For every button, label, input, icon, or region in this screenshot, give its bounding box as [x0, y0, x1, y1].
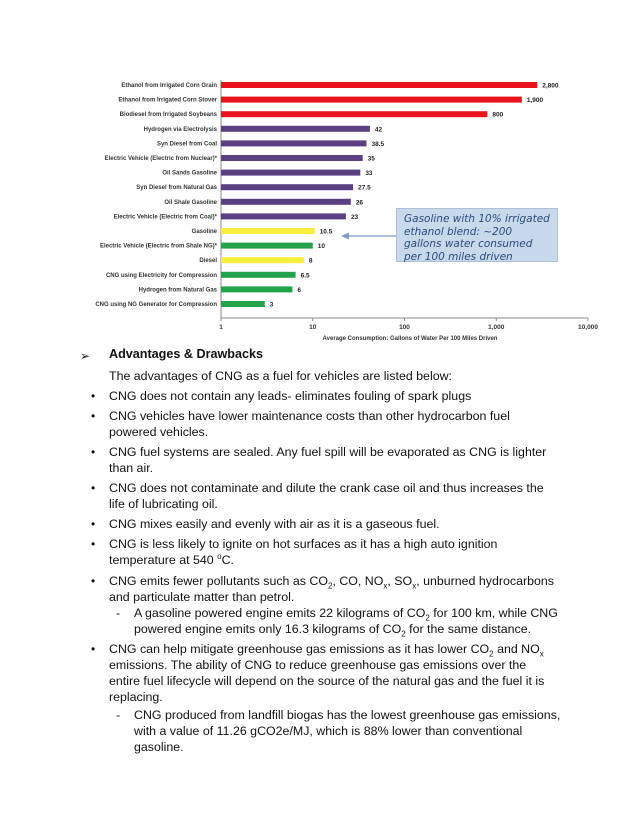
sub: 2: [401, 629, 406, 639]
category-label: Electric Vehicle (Electric from Shale NG)*: [99, 243, 217, 250]
category-label: Hydrogen via Electrolysis: [143, 126, 217, 133]
sub: 2: [425, 613, 430, 623]
bar: [221, 301, 265, 307]
x-axis-title: Average Consumption: Gallons of Water Per 100 Miles Driven: [322, 336, 498, 342]
bullet-8-sub-line-2: with a value of 11.26 gCO2e/MJ, which is 88% lower than conventional: [134, 724, 523, 738]
value-label: 35: [367, 155, 375, 163]
bullet-8-line-2: emissions. The ability of CNG to reduce greenhouse gas emissions over the: [109, 658, 527, 672]
bullet-8-line-3: entire fuel lifecycle will depend on the source of the natural gas and the fuel it is: [109, 674, 545, 688]
gasoline-annotation-box: Gasoline with 10% irrigated ethanol blend: ~200 gallons water consumed per 100 miles driven: [396, 208, 558, 262]
category-label: Gasoline: [191, 229, 217, 235]
bullet-7-line-2: and particulate matter than petrol.: [109, 590, 295, 604]
value-label: 23: [350, 213, 359, 221]
bullet-icon: •: [91, 409, 96, 423]
bullet-8-line-1: [109, 642, 544, 658]
bar: [221, 170, 360, 176]
sub: x: [412, 581, 417, 591]
bullet-2-line-1: CNG vehicles have lower maintenance costs than other hydrocarbon fuel: [109, 409, 510, 423]
x-tick-label: 1: [219, 324, 223, 331]
bar: [221, 126, 370, 132]
text-span: , SO: [387, 574, 413, 588]
bullet-8-sub-line-1: CNG produced from landfill biogas has the lowest greenhouse gas emissions,: [134, 708, 561, 722]
bar: [221, 155, 363, 161]
sub: 2: [489, 649, 494, 659]
value-label: 10.5: [319, 228, 333, 236]
text-span: , CO, NO: [332, 574, 384, 588]
value-label: 1,900: [526, 97, 544, 105]
x-ticks-layer: [219, 318, 598, 331]
dash-icon: -: [116, 708, 121, 722]
bullet-6-line-2: [109, 553, 234, 569]
value-label: 8: [308, 257, 313, 265]
value-label: 38.5: [371, 140, 385, 148]
category-label: Electric Vehicle (Electric from Coal)*: [113, 214, 217, 221]
bullet-7-sub-line-2: [134, 622, 531, 638]
bar: [221, 257, 304, 263]
category-label: CNG using NG Generator for Compression: [95, 302, 217, 308]
text-span: A gasoline powered engine emits 22 kilograms of CO: [134, 606, 426, 620]
bar: [221, 82, 537, 88]
value-label: 26: [355, 199, 364, 207]
bar: [221, 286, 292, 292]
category-label: Oil Sands Gasoline: [162, 170, 217, 177]
value-label: 10: [317, 243, 325, 251]
category-label: CNG using Electricity for Compression: [105, 272, 217, 279]
category-label: Syn Diesel from Natural Gas: [136, 185, 217, 192]
category-label: Electric Vehicle (Electric from Nuclear)*: [104, 156, 217, 162]
bullet-7-sub-line-1: [134, 606, 558, 622]
bar: [221, 97, 522, 103]
bullet-4-line-1: CNG does not contaminate and dilute the crank case oil and thus increases the: [109, 481, 544, 495]
bullet-2-line-2: powered vehicles.: [109, 425, 209, 439]
intro-text: The advantages of CNG as a fuel for vehicles are listed below:: [109, 369, 452, 383]
bullet-1: CNG does not contain any leads- eliminates fouling of spark plugs: [109, 389, 472, 403]
category-labels-layer: [95, 83, 217, 308]
sub: 2: [327, 581, 333, 591]
bar: [221, 184, 353, 190]
arrow-bullet-icon: ➢: [80, 349, 91, 363]
text-span: for the same distance.: [405, 622, 532, 636]
bullet-icon: •: [91, 574, 96, 588]
degree-sup: o: [217, 551, 222, 561]
bar: [221, 272, 296, 278]
x-tick-label: 10,000: [578, 324, 598, 331]
value-label: 33: [365, 170, 373, 178]
bar: [221, 228, 315, 234]
bullet-6-line-1: CNG is less likely to ignite on hot surfaces as it has a high auto ignition: [109, 537, 498, 551]
bullet-8-line-4: replacing.: [109, 690, 163, 704]
category-label: Diesel: [199, 258, 217, 265]
bar: [221, 199, 351, 205]
value-label: 27.5: [358, 184, 371, 192]
text-span: CNG emits fewer pollutants such as CO: [109, 574, 328, 588]
bullet-icon: •: [91, 389, 96, 403]
value-label: 800: [492, 111, 504, 119]
text-span: CNG can help mitigate greenhouse gas emissions as it has lower CO: [109, 642, 490, 656]
bullet-icon: •: [91, 481, 96, 495]
bar: [221, 111, 487, 117]
dash-icon: -: [116, 606, 121, 620]
category-label: Syn Diesel from Coal: [156, 141, 217, 148]
value-label: 3: [269, 301, 274, 309]
water-consumption-chart: [0, 0, 638, 345]
bullet-3-line-1: CNG fuel systems are sealed. Any fuel spill will be evaporated as CNG is lighter: [109, 445, 547, 459]
section-heading: Advantages & Drawbacks: [109, 347, 263, 361]
bars-layer: [221, 82, 537, 307]
sub: x: [539, 649, 544, 659]
bar: [221, 243, 313, 249]
value-label: 42: [374, 126, 383, 134]
text-span: , unburned hydrocarbons: [416, 574, 554, 588]
bar: [221, 213, 346, 219]
category-label: Ethanol from Irrigated Corn Stover: [118, 97, 217, 104]
sub: x: [383, 581, 388, 591]
text-span: and NO: [493, 642, 540, 656]
text-span: powered engine emits only 16.3 kilograms of CO: [134, 622, 402, 636]
bullet-8-sub-line-3: gasoline.: [134, 740, 184, 754]
category-label: Oil Shale Gasoline: [164, 199, 217, 206]
bullet-6-text-a: temperature at 540: [109, 553, 218, 567]
bullet-icon: •: [91, 445, 96, 459]
category-label: Ethanol from Irrigated Corn Grain: [121, 83, 217, 89]
bar: [221, 140, 366, 146]
bullet-5: CNG mixes easily and evenly with air as it is a gaseous fuel.: [109, 517, 440, 531]
x-tick-label: 10: [309, 324, 317, 331]
category-label: Hydrogen from Natural Gas: [138, 287, 217, 294]
x-tick-label: 100: [399, 324, 410, 331]
category-label: Biodiesel from Irrigated Soybeans: [119, 112, 217, 119]
value-label: 6: [297, 286, 302, 294]
bullet-3-line-2: than air.: [109, 461, 154, 475]
x-tick-label: 1,000: [488, 324, 505, 331]
text-span: for 100 km, while CNG: [429, 606, 558, 620]
value-label: 2,800: [542, 82, 559, 90]
bullet-6-text-b: C.: [221, 553, 234, 567]
bullet-icon: •: [91, 537, 96, 551]
bullet-7-line-1: [109, 574, 554, 590]
bullet-icon: •: [91, 517, 96, 531]
bullet-4-line-2: life of lubricating oil.: [109, 497, 218, 511]
bullet-icon: •: [91, 642, 96, 656]
value-label: 6.5: [300, 272, 310, 280]
annotation-arrowhead: [341, 233, 349, 240]
